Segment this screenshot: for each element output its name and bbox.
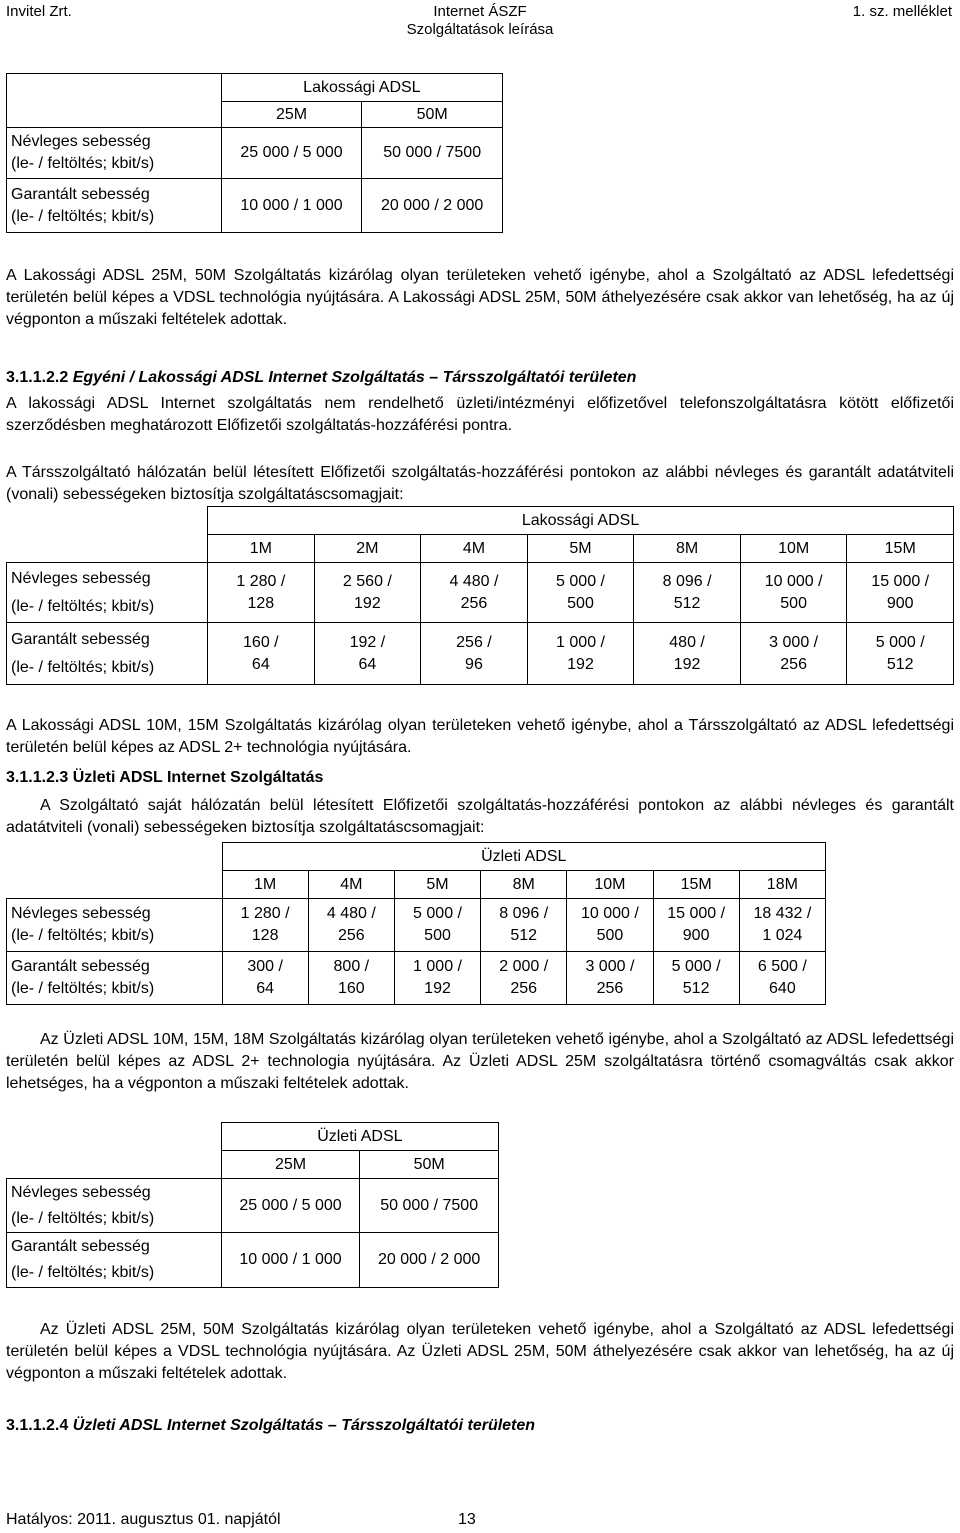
table-cell: 160 / 64 — [208, 623, 315, 685]
row-label: Névleges sebesség — [11, 1183, 151, 1201]
column-header: 15M — [847, 535, 954, 563]
table-business-adsl-1-18 — [6, 842, 826, 1005]
row-label-unit: (le- / feltöltés; kbit/s) — [11, 155, 155, 172]
row-label: Névleges sebesség — [11, 569, 151, 587]
page-number: 13 — [458, 1511, 476, 1528]
paragraph: A Szolgáltató saját hálózatán belül létesített Előfizetői szolgáltatás-hozzáférési pontokon az alábbi névleges és garantált adatátviteli (vonali) sebességeken biztosítja szolgáltatáscsomagjait: — [6, 797, 954, 836]
row-label: Névleges sebesség — [11, 905, 151, 922]
row-label-unit: (le- / feltöltés; kbit/s) — [11, 658, 155, 676]
section-number: 3.1.1.2.3 — [6, 769, 69, 786]
table-corner — [7, 843, 223, 871]
column-header: 4M — [421, 535, 528, 563]
table-corner — [7, 1123, 222, 1151]
document-subtitle: Szolgáltatások leírása — [406, 21, 554, 38]
row-label-unit: (le- / feltöltés; kbit/s) — [11, 980, 155, 997]
table-row — [7, 563, 954, 623]
column-header: 18M — [739, 871, 825, 899]
row-label-unit: (le- / feltöltés; kbit/s) — [11, 1209, 155, 1227]
table-cell: 15 000 / 900 — [847, 563, 954, 623]
table-row — [7, 1179, 499, 1233]
row-label-unit: (le- / feltöltés; kbit/s) — [11, 597, 155, 615]
row-label-unit: (le- / feltöltés; kbit/s) — [11, 927, 155, 944]
table-cell: 2 000 / 256 — [481, 952, 567, 1005]
table-cell: 1 280 / 128 — [222, 899, 308, 952]
row-label: Garantált sebesség — [11, 958, 150, 975]
section-number: 3.1.1.2.2 — [6, 369, 69, 386]
table-title: Üzleti ADSL — [221, 1123, 498, 1151]
table-row — [7, 179, 503, 233]
row-label-unit: (le- / feltöltés; kbit/s) — [11, 207, 155, 225]
paragraph: A lakossági ADSL Internet szolgáltatás nem rendelhető üzleti/intézményi előfizetővel telefonszolgáltatásra kötött előfizetői szerződésben meghatározott Előfizetői szolgáltatás-hozzáférési pontra. — [6, 395, 954, 434]
table-cell: 8 096 / 512 — [481, 899, 567, 952]
effective-date: Hatályos: 2011. augusztus 01. napjától — [6, 1511, 281, 1528]
table-cell: 3 000 / 256 — [740, 623, 847, 685]
table-cell: 4 480 / 256 — [308, 899, 394, 952]
table-cell: 6 500 / 640 — [739, 952, 825, 1005]
table-cell: 5 000 / 512 — [847, 623, 954, 685]
table-cell: 5 000 / 500 — [527, 563, 634, 623]
column-header: 15M — [653, 871, 739, 899]
table-title: Lakossági ADSL — [208, 507, 954, 535]
row-label: Garantált sebesség — [11, 185, 150, 203]
table-cell: 25 000 / 5 000 — [221, 1179, 360, 1233]
table-cell: 50 000 / 7500 — [360, 1179, 499, 1233]
section-title: Üzleti ADSL Internet Szolgáltatás — [72, 769, 324, 786]
column-header: 25M — [221, 102, 362, 128]
table-cell: 10 000 / 1 000 — [221, 179, 362, 233]
table-cell: 15 000 / 900 — [653, 899, 739, 952]
section-number: 3.1.1.2.4 — [6, 1417, 69, 1434]
table-cell: 1 000 / 192 — [527, 623, 634, 685]
table-cell: 4 480 / 256 — [421, 563, 528, 623]
table-corner — [7, 74, 222, 102]
table-cell: 18 432 / 1 024 — [739, 899, 825, 952]
table-residential-adsl-25-50 — [6, 73, 503, 233]
table-cell: 2 560 / 192 — [314, 563, 421, 623]
table-cell: 1 000 / 192 — [394, 952, 480, 1005]
table-cell: 5 000 / 512 — [653, 952, 739, 1005]
table-row — [7, 899, 826, 952]
section-heading — [6, 1415, 535, 1437]
table-cell: 50 000 / 7500 — [362, 128, 503, 179]
table-cell: 192 / 64 — [314, 623, 421, 685]
table-cell: 480 / 192 — [634, 623, 741, 685]
column-header: 4M — [308, 871, 394, 899]
table-cell: 25 000 / 5 000 — [221, 128, 362, 179]
column-header: 2M — [314, 535, 421, 563]
table-cell: 10 000 / 500 — [567, 899, 653, 952]
table-residential-adsl-1-15 — [6, 506, 954, 685]
column-header: 8M — [634, 535, 741, 563]
table-cell: 10 000 / 500 — [740, 563, 847, 623]
table-cell: 8 096 / 512 — [634, 563, 741, 623]
row-label-unit: (le- / feltöltés; kbit/s) — [11, 1264, 155, 1281]
table-cell: 256 / 96 — [421, 623, 528, 685]
table-title: Lakossági ADSL — [221, 74, 502, 102]
table-business-adsl-25-50 — [6, 1122, 499, 1288]
table-corner — [7, 507, 208, 535]
column-header: 5M — [394, 871, 480, 899]
column-header: 50M — [362, 102, 503, 128]
table-row — [7, 1233, 499, 1288]
annex-label: 1. sz. melléklet — [852, 3, 952, 20]
section-heading — [6, 767, 323, 789]
document-title: Internet ÁSZF — [433, 3, 527, 20]
paragraph: A Társszolgáltató hálózatán belül létesített Előfizetői szolgáltatás-hozzáférési pontokon az alábbi névleges és garantált adatátviteli (vonali) sebességeken biztosítja szolgáltatáscsomagjait: — [6, 464, 954, 503]
column-header: 10M — [567, 871, 653, 899]
table-cell: 1 280 / 128 — [208, 563, 315, 623]
table-cell: 20 000 / 2 000 — [360, 1233, 499, 1288]
column-header: 5M — [527, 535, 634, 563]
table-cell: 10 000 / 1 000 — [221, 1233, 360, 1288]
table-row — [7, 623, 954, 685]
column-header: 10M — [740, 535, 847, 563]
paragraph: A Lakossági ADSL 10M, 15M Szolgáltatás kizárólag olyan területeken vehető igénybe, ahol a Társszolgáltató az ADSL lefedettségi területén belül képes az ADSL 2+ technológia nyújtására. — [6, 717, 954, 756]
column-header: 1M — [208, 535, 315, 563]
table-cell: 3 000 / 256 — [567, 952, 653, 1005]
paragraph: Az Üzleti ADSL 25M, 50M Szolgáltatás kizárólag olyan területeken vehető igénybe, ahol a Szolgáltató az ADSL lefedettségi területén belül képes a VDSL technológia nyújtására. Az Üzleti ADSL 25M, 50M áthelyezésére csak akkor van lehetőség, ha az új végponton a műszaki feltételek adottak. — [6, 1321, 954, 1382]
section-title: Üzleti ADSL Internet Szolgáltatás – Társszolgáltatói területen — [72, 1417, 536, 1434]
table-cell: 800 / 160 — [308, 952, 394, 1005]
section-title: Egyéni / Lakossági ADSL Internet Szolgáltatás – Társszolgáltatói területen — [72, 369, 637, 386]
row-label: Garantált sebesség — [11, 1238, 150, 1255]
table-title: Üzleti ADSL — [222, 843, 825, 871]
row-label: Névleges sebesség — [11, 133, 151, 150]
column-header: 25M — [221, 1151, 360, 1179]
column-header: 1M — [222, 871, 308, 899]
paragraph: Az Üzleti ADSL 10M, 15M, 18M Szolgáltatás kizárólag olyan területeken vehető igénybe, ahol a Szolgáltató az ADSL lefedettségi területén belül képes az ADSL 2+ technologia nyújtására. Az Üzleti ADSL 25M szolgáltatásra történő csomagváltás csak akkor lehetséges, ha a végponton a műszaki feltételek adottak. — [6, 1031, 954, 1092]
section-heading — [6, 367, 636, 389]
table-cell: 20 000 / 2 000 — [362, 179, 503, 233]
table-cell: 5 000 / 500 — [394, 899, 480, 952]
company-name: Invitel Zrt. — [6, 3, 72, 20]
column-header: 50M — [360, 1151, 499, 1179]
paragraph: A Lakossági ADSL 25M, 50M Szolgáltatás kizárólag olyan területeken vehető igénybe, ahol a Szolgáltató az ADSL lefedettségi területén belül képes a VDSL technológia nyújtására. A Lakossági ADSL 25M, 50M áthelyezésére csak akkor van lehetőség, ha az új végponton a műszaki feltételek adottak. — [6, 267, 954, 328]
table-row — [7, 128, 503, 179]
page-footer — [6, 1510, 476, 1530]
table-corner — [7, 102, 222, 128]
page-header — [6, 2, 954, 46]
table-row — [7, 952, 826, 1005]
column-header: 8M — [481, 871, 567, 899]
row-label: Garantált sebesség — [11, 630, 150, 648]
table-cell: 300 / 64 — [222, 952, 308, 1005]
